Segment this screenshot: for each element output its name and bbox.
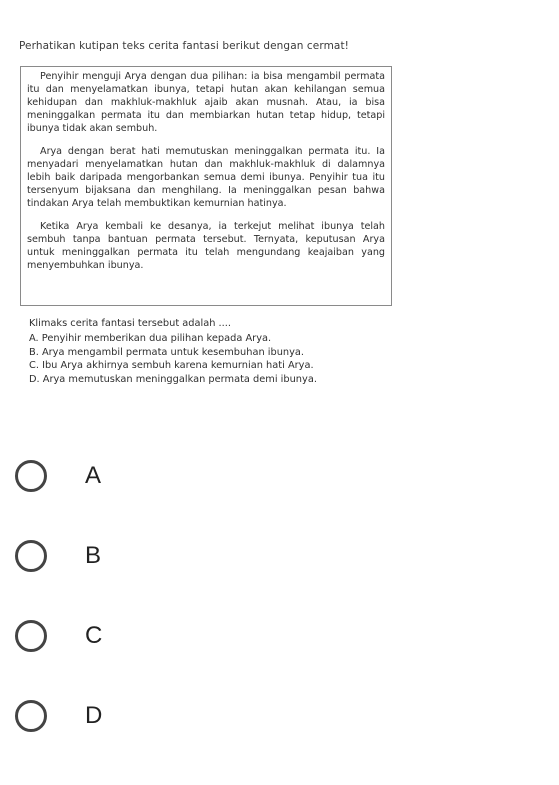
instruction-text: Perhatikan kutipan teks cerita fantasi berikut dengan cermat! bbox=[19, 40, 349, 52]
answer-choice-label: D bbox=[85, 702, 103, 729]
question-stem: Klimaks cerita fantasi tersebut adalah .... bbox=[29, 318, 232, 329]
answer-choice-c[interactable] bbox=[15, 616, 215, 656]
answer-choice-a[interactable] bbox=[15, 456, 215, 496]
radio-button-b[interactable] bbox=[15, 540, 47, 572]
answer-choice-d[interactable] bbox=[15, 696, 215, 736]
radio-button-c[interactable] bbox=[15, 620, 47, 652]
question-option-a: A. Penyihir memberikan dua pilihan kepada Arya. bbox=[29, 333, 272, 345]
answer-choice-label: B bbox=[85, 542, 102, 569]
passage-paragraph-1: Penyihir menguji Arya dengan dua pilihan: ia bisa mengambil permata itu dan menyelamatkan ibunya, tetapi hutan akan kehilangan semua kehidupan dan makhluk-makhluk ajaib akan musnah. Atau, ia bisa meninggalkan permata itu dan membiarkan hutan tetap hidup, tetapi ibunya tidak akan sembuh. bbox=[27, 71, 385, 134]
answer-choice-label: C bbox=[85, 622, 103, 649]
answer-choice-b[interactable] bbox=[15, 536, 215, 576]
passage-paragraph-2: Arya dengan berat hati memutuskan meninggalkan permata itu. Ia menyadari menyelamatkan hutan dan makhluk-makhluk di dalamnya lebih baik daripada mengorbankan semua demi ibunya. Penyihir tua itu tersenyum bijaksana dan menghilang. Ia meninggalkan pesan bahwa tindakan Arya telah membuktikan kemurnian hatinya. bbox=[27, 146, 385, 209]
answer-choice-label: A bbox=[85, 462, 102, 489]
question-option-b: B. Arya mengambil permata untuk kesembuhan ibunya. bbox=[29, 346, 305, 358]
question-option-c: C. Ibu Arya akhirnya sembuh karena kemurnian hati Arya. bbox=[29, 360, 314, 372]
question-option-d: D. Arya memutuskan meninggalkan permata demi ibunya. bbox=[29, 373, 317, 385]
passage-paragraph-3: Ketika Arya kembali ke desanya, ia terkejut melihat ibunya telah sembuh tanpa bantuan permata tersebut. Ternyata, keputusan Arya untuk meninggalkan permata itu telah mengundang keajaiban yang menyembuhkan ibunya. bbox=[27, 221, 385, 271]
story-excerpt-box bbox=[20, 66, 392, 306]
radio-button-d[interactable] bbox=[15, 700, 47, 732]
radio-button-a[interactable] bbox=[15, 460, 47, 492]
question-block bbox=[29, 317, 389, 386]
